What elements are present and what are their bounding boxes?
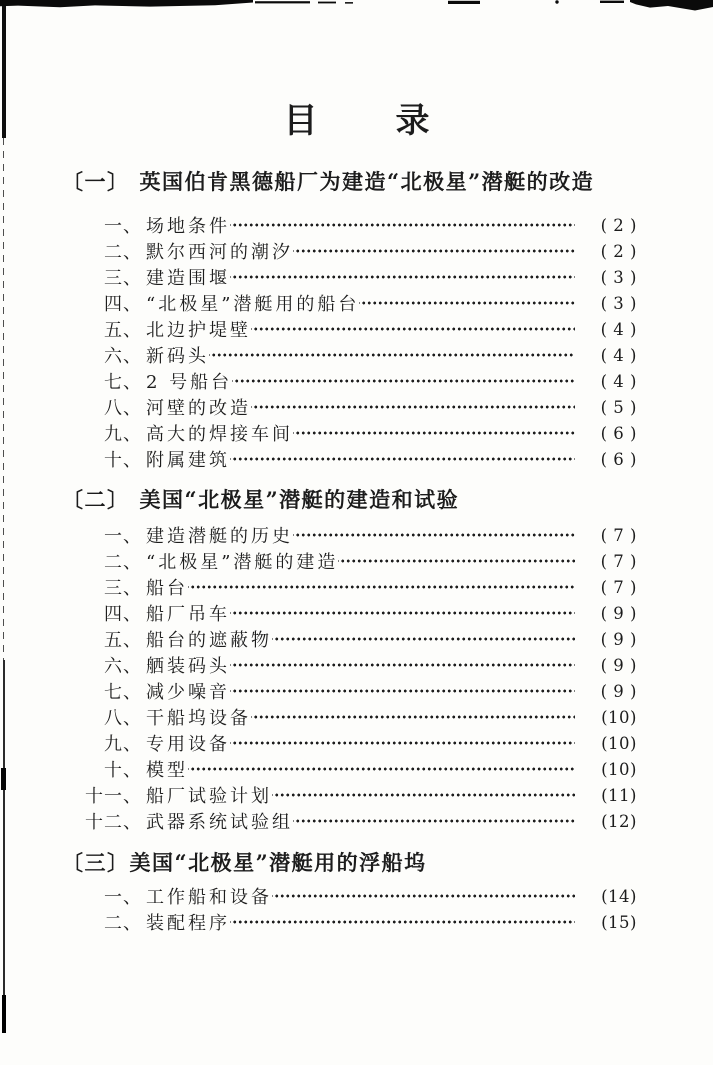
entry-title: 建造围堰 — [146, 268, 230, 289]
page-title — [0, 101, 713, 141]
dot-leader — [188, 574, 575, 600]
toc-entry — [62, 316, 637, 342]
toc-section — [62, 486, 637, 834]
entry-title: 附属建筑 — [146, 450, 230, 471]
dot-leader — [293, 808, 575, 834]
entry-title: 减少噪音 — [146, 682, 230, 703]
toc-entry — [62, 574, 637, 600]
entry-number: 二、 — [104, 913, 142, 934]
entry-number: 八、 — [104, 398, 142, 419]
entry-page-number: (14) — [601, 886, 637, 906]
entry-number: 十、 — [104, 760, 142, 781]
entry-number: 三、 — [104, 268, 142, 289]
entry-page-number: ( 6 ) — [600, 423, 637, 443]
scan-artifact-left-edge — [3, 660, 5, 1000]
entry-title: 高大的焊接车间 — [146, 424, 293, 445]
entry-title: 干船坞设备 — [146, 708, 251, 729]
entry-number: 六、 — [104, 346, 142, 367]
entry-title: 建造潜艇的历史 — [146, 526, 293, 547]
entry-page-number: ( 7 ) — [600, 551, 637, 571]
entry-page-number: ( 2 ) — [600, 215, 637, 235]
entry-number: 九、 — [104, 424, 142, 445]
dot-leader — [272, 782, 575, 808]
section-number-label: 〔三〕 — [62, 850, 130, 875]
entry-page-number: (10) — [601, 733, 637, 753]
entry-page-number: ( 9 ) — [600, 681, 637, 701]
toc-entry — [62, 808, 637, 834]
entry-page-number: ( 4 ) — [600, 345, 637, 365]
section-heading — [62, 168, 637, 196]
scan-artifact-left-edge — [2, 995, 6, 1033]
toc-entry — [62, 600, 637, 626]
section-heading — [62, 486, 637, 514]
scan-artifact-top-edge — [0, 0, 713, 16]
entry-title: 舾装码头 — [146, 656, 230, 677]
toc-entry — [62, 446, 637, 472]
entry-title: 场地条件 — [146, 216, 230, 237]
entry-number: 七、 — [104, 682, 142, 703]
toc-entry — [62, 368, 637, 394]
entry-number: 十二、 — [85, 812, 142, 833]
dot-leader — [230, 678, 575, 704]
page-title-char: 录 — [395, 101, 430, 141]
entry-title: 北边护堤壁 — [146, 320, 251, 341]
entry-title: 船厂试验计划 — [146, 786, 272, 807]
entry-page-number: (10) — [601, 759, 637, 779]
entry-number: 三、 — [104, 578, 142, 599]
entry-page-number: ( 9 ) — [600, 629, 637, 649]
toc-entry — [62, 652, 637, 678]
dot-leader — [293, 238, 575, 264]
section-title: 英国伯肯黑德船厂为建造“北极星”潜艇的改造 — [139, 169, 595, 194]
entry-page-number: ( 5 ) — [600, 397, 637, 417]
toc-entry — [62, 548, 637, 574]
entry-number: 十、 — [104, 450, 142, 471]
section-number-label: 〔二〕 — [62, 487, 130, 512]
dot-leader — [293, 420, 575, 446]
entry-number: 一、 — [104, 526, 142, 547]
toc-section — [62, 168, 637, 472]
page-title-char: 目 — [283, 101, 318, 141]
toc-entry — [62, 756, 637, 782]
entry-page-number: ( 9 ) — [600, 655, 637, 675]
dot-leader — [272, 626, 575, 652]
toc-entry — [62, 342, 637, 368]
entry-page-number: (15) — [601, 912, 637, 932]
entry-title: 装配程序 — [146, 913, 230, 934]
section-title: 美国“北极星”潜艇的建造和试验 — [139, 487, 460, 512]
dot-leader — [230, 909, 575, 935]
entry-title: 船厂吊车 — [146, 604, 230, 625]
dot-leader — [230, 264, 575, 290]
section-items — [62, 883, 637, 935]
dot-leader — [251, 704, 575, 730]
entry-page-number: (10) — [601, 707, 637, 727]
entry-title: 默尔西河的潮汐 — [146, 242, 293, 263]
dot-leader — [209, 342, 575, 368]
section-heading — [62, 849, 637, 877]
toc-entry — [62, 883, 637, 909]
toc-entry — [62, 704, 637, 730]
toc-entry — [62, 420, 637, 446]
entry-title: 武器系统试验组 — [146, 812, 293, 833]
dot-leader — [359, 290, 575, 316]
entry-number: 四、 — [104, 294, 142, 315]
entry-page-number: ( 7 ) — [600, 577, 637, 597]
toc-entry — [62, 782, 637, 808]
section-items — [62, 522, 637, 834]
toc-entry — [62, 394, 637, 420]
dot-leader — [272, 883, 575, 909]
section-number-label: 〔一〕 — [62, 169, 130, 194]
entry-number: 五、 — [104, 630, 142, 651]
entry-page-number: ( 3 ) — [600, 267, 637, 287]
entry-number: 十一、 — [85, 786, 142, 807]
toc-entry — [62, 626, 637, 652]
entry-title: 河壁的改造 — [146, 398, 251, 419]
entry-page-number: ( 7 ) — [600, 525, 637, 545]
dot-leader — [188, 756, 575, 782]
toc-entry — [62, 909, 637, 935]
scan-artifact-left-edge — [2, 6, 6, 138]
entry-number: 四、 — [104, 604, 142, 625]
entry-page-number: (12) — [601, 811, 637, 831]
entry-title: 船台 — [146, 578, 188, 599]
toc-entry — [62, 522, 637, 548]
entry-number: 六、 — [104, 656, 142, 677]
toc-entry — [62, 730, 637, 756]
scan-artifact-left-edge — [1, 768, 6, 790]
dot-leader — [232, 368, 575, 394]
section-title: 美国“北极星”潜艇用的浮船坞 — [129, 850, 427, 875]
entry-number: 一、 — [104, 887, 142, 908]
entry-title: “北极星”潜艇的建造 — [146, 552, 339, 573]
entry-title: 专用设备 — [146, 734, 230, 755]
entry-title: “北极星”潜艇用的船台 — [146, 294, 360, 315]
entry-number: 二、 — [104, 242, 142, 263]
entry-number: 七、 — [104, 372, 142, 393]
dot-leader — [230, 446, 575, 472]
dot-leader — [230, 600, 575, 626]
section-items — [62, 212, 637, 472]
entry-number: 一、 — [104, 216, 142, 237]
entry-number: 八、 — [104, 708, 142, 729]
toc-section — [62, 849, 637, 935]
toc-entry — [62, 264, 637, 290]
entry-number: 五、 — [104, 320, 142, 341]
dot-leader — [230, 652, 575, 678]
entry-title: 新码头 — [146, 346, 209, 367]
entry-page-number: ( 2 ) — [600, 241, 637, 261]
dot-leader — [251, 316, 575, 342]
entry-page-number: ( 3 ) — [600, 293, 637, 313]
entry-title: 船台的遮蔽物 — [146, 630, 272, 651]
entry-page-number: (11) — [601, 785, 637, 805]
entry-title: 工作船和设备 — [146, 887, 272, 908]
entry-page-number: ( 6 ) — [600, 449, 637, 469]
toc-entry — [62, 678, 637, 704]
toc-entry — [62, 212, 637, 238]
dot-leader — [293, 522, 575, 548]
toc-entry — [62, 290, 637, 316]
dot-leader — [230, 730, 575, 756]
entry-number: 二、 — [104, 552, 142, 573]
entry-title: 2 号船台 — [146, 372, 233, 393]
entry-page-number: ( 9 ) — [600, 603, 637, 623]
dot-leader — [230, 212, 575, 238]
entry-title: 模型 — [146, 760, 188, 781]
dot-leader — [338, 548, 575, 574]
scan-artifact-left-edge — [3, 138, 5, 660]
entry-number: 九、 — [104, 734, 142, 755]
entry-page-number: ( 4 ) — [600, 371, 637, 391]
toc-entry — [62, 238, 637, 264]
toc-sections — [0, 168, 713, 935]
entry-page-number: ( 4 ) — [600, 319, 637, 339]
dot-leader — [251, 394, 575, 420]
